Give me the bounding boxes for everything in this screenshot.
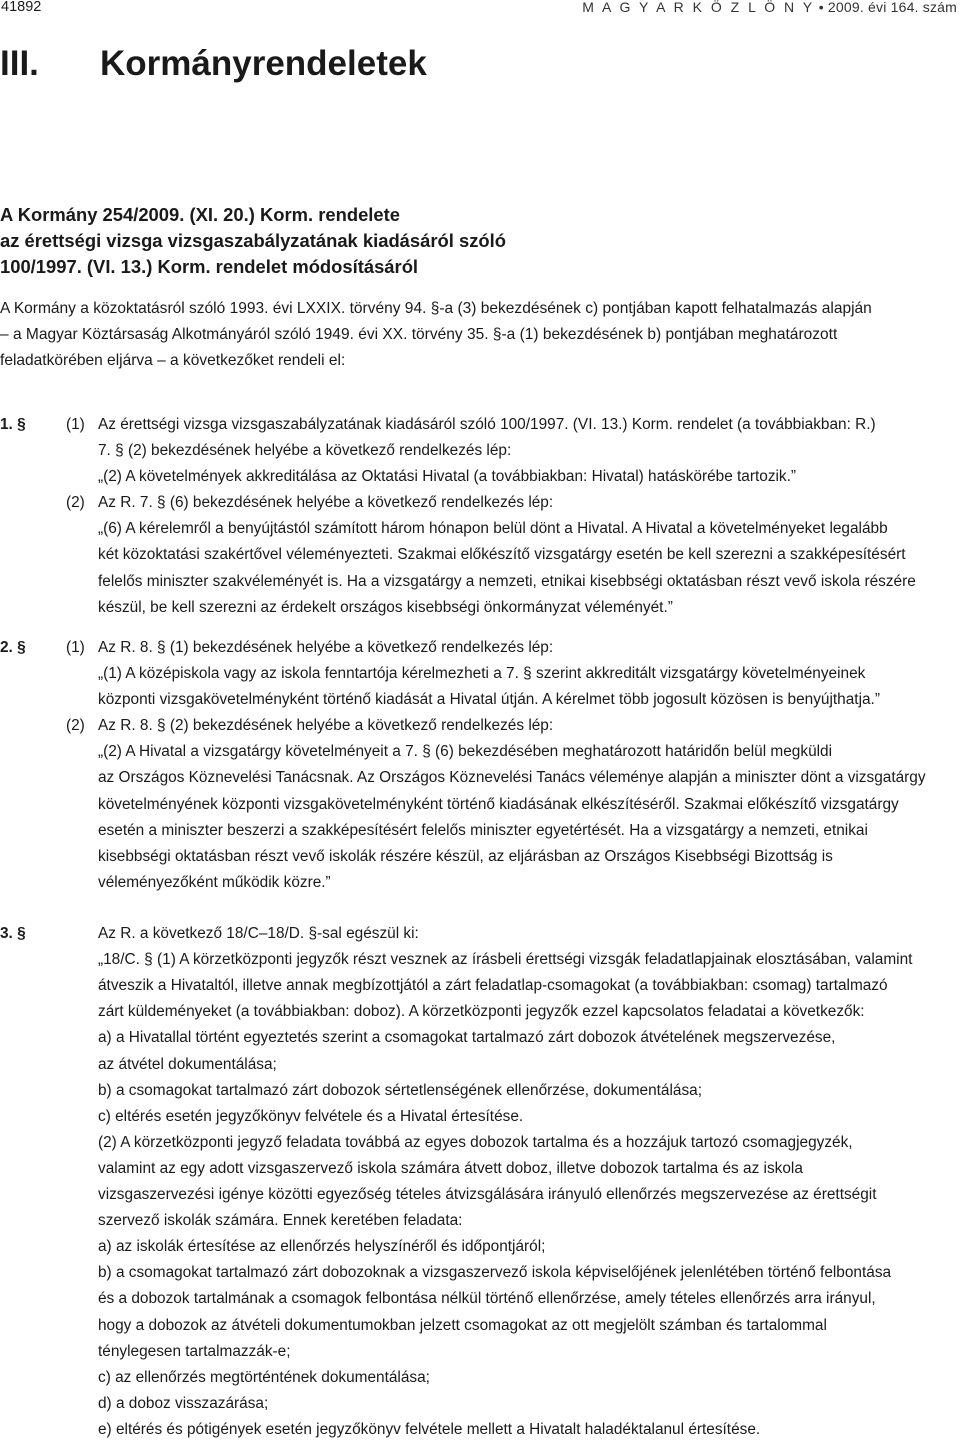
preamble-line: A Kormány a közoktatásról szóló 1993. évi LXXIX. törvény 94. §-a (3) bekezdésének c) pontjában kapott felhatalmazás alapján (0, 300, 872, 317)
text-line: két közoktatási szakértővel véleményezteti. Szakmai előkészítő vizsgatárgy esetén be kell szerezni a szakképesítésért (98, 546, 906, 564)
text-line: c) eltérés esetén jegyzőkönyv felvétele és a Hivatal értesítése. (98, 1107, 524, 1125)
section-title: Kormányrendeletek (100, 44, 427, 83)
text-line: felelős miniszter szakvéleményét is. Ha a vizsgatárgy a nemzeti, etnikai kisebbségi oktatásban részt vevő iskola részére (98, 572, 916, 590)
paragraph-number: (1) (66, 639, 85, 656)
section-number: III. (0, 44, 39, 83)
paragraph-number: (2) (66, 494, 85, 512)
text-line: „(6) A kérelemről a benyújtástól számított három hónapon belül dönt a Hivatal. A Hivatal a követelményeket legalább (98, 520, 888, 538)
section-marker: 2. § (0, 639, 26, 656)
text-line: Az R. 7. § (6) bekezdésének helyébe a következő rendelkezés lép: (98, 494, 554, 512)
text-line: kisebbségi oktatásban részt vevő iskolák részére készül, az eljárásban az Országos Kisebbségi Bizottság is (98, 847, 833, 865)
decree-title-line: A Kormány 254/2009. (XI. 20.) Korm. rendelete (0, 204, 400, 225)
preamble-line: – a Magyar Köztársaság Alkotmányáról szóló 1949. évi XX. törvény 35. §-a (1) bekezdésének b) pontjában meghatározott (0, 326, 838, 343)
decree-title-line: 100/1997. (VI. 13.) Korm. rendelet módosításáról (0, 256, 419, 277)
header-bullet: • (818, 0, 824, 15)
text-line: készül, be kell szerezni az érdekelt országos kisebbségi önkormányzat véleményét.” (98, 598, 673, 616)
text-line: b) a csomagokat tartalmazó zárt dobozok sértetlenségének ellenőrzése, dokumentálása; (98, 1081, 702, 1099)
text-line: az átvétel dokumentálása; (98, 1055, 277, 1073)
preamble (0, 296, 960, 374)
text-line: a) a Hivatallal történt egyeztetés szerint a csomagokat tartalmazó zárt dobozok átvételének megszervezése, (98, 1029, 836, 1047)
text-line: „(2) A Hivatal a vizsgatárgy követelményeit a 7. § (6) bekezdésében meghatározott határidőn belül megküldi (98, 743, 833, 761)
text-line: központi vizsgakövetelményként történő kiadását a Hivatal útján. A kérelmet több jogosult közösen is benyújthatja.” (98, 691, 880, 709)
text-line: b) a csomagokat tartalmazó zárt dobozoknak a vizsgaszervező iskola képviselőjének jelenlétében történő felbontása (98, 1264, 892, 1282)
text-line: „(2) A követelmények akkreditálása az Oktatási Hivatal (a továbbiakban: Hivatal) hatáskörébe tartozik.” (98, 468, 797, 486)
text-line: a) az iskolák értesítése az ellenőrzés helyszínéről és időpontjáról; (98, 1238, 546, 1256)
issue-number: 2009. évi 164. szám (827, 0, 957, 15)
text-line: „(1) A középiskola vagy az iskola fenntartója kérelmezheti a 7. § szerint akkreditált vizsgatárgy követelményeinek (98, 665, 866, 683)
text-line: esetén a miniszter beszerzi a szakképesítésért felelős miniszter egyetértését. Ha a vizsgatárgy a nemzeti, etnikai (98, 821, 868, 839)
decree-title-line: az érettségi vizsga vizsgaszabályzatának kiadásáról szóló (0, 230, 506, 251)
text-line: d) a doboz visszazárása; (98, 1394, 269, 1412)
paragraph-number: (2) (66, 717, 85, 735)
text-line: Az R. 8. § (1) bekezdésének helyébe a következő rendelkezés lép: (98, 639, 554, 656)
text-line: „18/C. § (1) A körzetközponti jegyzők részt vesznek az írásbeli érettségi vizsgák feladatlapjainak elosztásában, valamint (98, 951, 913, 969)
text-line: szervező iskolák számára. Ennek keretében feladata: (98, 1212, 463, 1230)
text-line: e) eltérés és pótigények esetén jegyzőkönyv felvétele mellett a Hivatalt haladéktalanul értesítése. (98, 1420, 761, 1438)
text-line: valamint az egy adott vizsgaszervező iskola számára átvett doboz, illetve dobozok tartalma és az iskola (98, 1159, 803, 1177)
text-line: c) az ellenőrzés megtörténtének dokumentálása; (98, 1368, 430, 1386)
journal-name: M A G Y A R K Ö Z L Ö N Y (582, 0, 815, 15)
text-line: ténylegesen tartalmazzák-e; (98, 1342, 291, 1360)
text-line: véleményezőként működik közre.” (98, 873, 331, 891)
text-line: zárt küldeményeket (a továbbiakban: doboz). A körzetközponti jegyzők ezzel kapcsolatos feladatai a következők: (98, 1003, 865, 1021)
text-line: az Országos Köznevelési Tanácsnak. Az Országos Köznevelési Tanács véleménye alapján a miniszter dönt a vizsgatárgy (98, 769, 926, 787)
text-line: átveszik a Hivataltól, illetve annak megbízottjától a zárt feladatlap-csomagokat (a továbbiakban: csomag) tartalmazó (98, 977, 888, 995)
page-number: 41892 (1, 0, 42, 15)
text-line: követelményének központi vizsgakövetelményként történő kiadásának elkészítéséről. Szakmai előkészítő vizsgatárgy (98, 795, 899, 813)
section-heading (0, 44, 427, 84)
section-marker: 3. § (0, 925, 26, 942)
text-line: Az R. a következő 18/C–18/D. §-sal egészül ki: (98, 925, 419, 942)
decree-title (0, 202, 506, 280)
text-line: vizsgaszervezési igénye közötti egyezőség tételes átvizsgálására irányuló ellenőrzés megszervezése az érettségit (98, 1186, 877, 1203)
section-marker: 1. § (0, 416, 26, 433)
text-line: (2) A körzetközponti jegyző feladata továbbá az egyes dobozok tartalma és a hozzájuk tartozó csomagjegyzék, (98, 1133, 853, 1151)
running-header (582, 0, 957, 15)
preamble-line: feladatkörében eljárva – a következőket rendeli el: (0, 352, 346, 369)
text-line: Az érettségi vizsga vizsgaszabályzatának kiadásáról szóló 100/1997. (VI. 13.) Korm. rendelet (a továbbiakban: R.) (98, 416, 876, 433)
paragraph-number: (1) (66, 416, 85, 433)
text-line: Az R. 8. § (2) bekezdésének helyébe a következő rendelkezés lép: (98, 717, 554, 735)
text-line: hogy a dobozok az átvételi dokumentumokban jelzett csomagokat az ott megjelölt számban és tartalommal (98, 1316, 827, 1334)
text-line: és a dobozok tartalmának a csomagok felbontása nélkül történő ellenőrzése, amely tételes ellenőrzés arra irányul, (98, 1290, 876, 1308)
text-line: 7. § (2) bekezdésének helyébe a következő rendelkezés lép: (98, 442, 512, 460)
